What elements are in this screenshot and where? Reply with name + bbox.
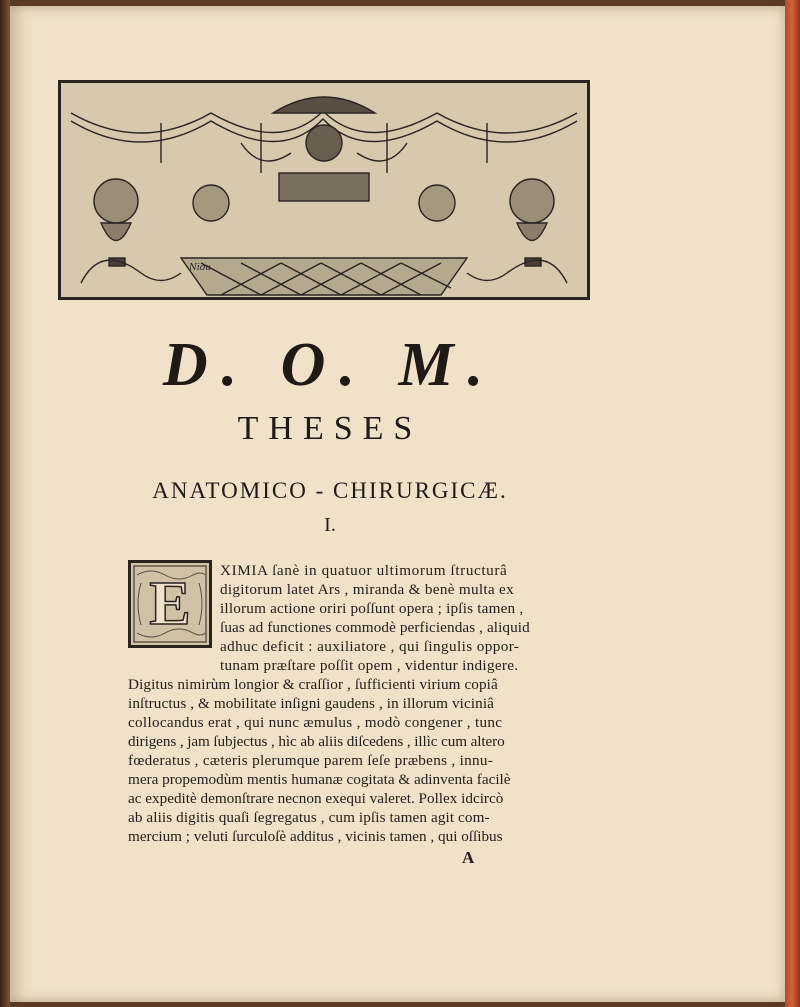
initial-letter: E — [149, 569, 191, 638]
text-line: tunam præſtare poſſit opem , videntur indigere. — [220, 657, 519, 674]
signature-mark: A — [462, 848, 475, 867]
text-line: mercium ; veluti ſurculoſè additus , vicinis tamen , qui oſſibus — [128, 828, 503, 845]
text-line: inſtructus , & mobilitate inſigni gaudens , in illorum viciniâ — [128, 695, 495, 712]
page-title: THESES — [237, 410, 423, 447]
decorated-initial — [128, 560, 212, 648]
text-line: collocandus erat , qui nunc æmulus , modò congener , tunc — [128, 714, 503, 731]
text-line: XIMIA ſanè in quatuor ultimorum ſtructurâ — [220, 562, 508, 579]
section-number: I. — [324, 514, 336, 536]
text-line: mera propemodùm mentis humanæ cogitata & adinventa facilè — [128, 771, 511, 788]
text-line: ſuas ad functiones commodè perficiendas , aliquid — [220, 619, 530, 636]
text-line: dirigens , jam ſubjectus , hìc ab aliis diſcedens , illìc cum altero — [128, 733, 505, 750]
text-line: ac expeditè demonſtrare necnon exequi valeret. Pollex idcircò — [128, 790, 504, 807]
text-line: digitorum latet Ars , miranda & benè multa ex — [220, 581, 514, 598]
page-edge-red — [785, 0, 800, 1007]
page-subtitle: ANATOMICO - CHIRURGICÆ. — [152, 478, 508, 503]
text-line: fœderatus , cæteris plerumque parem ſeſe præbens , innu- — [128, 752, 494, 769]
engraver-signature: Niou — [189, 263, 211, 273]
decorative-headpiece — [58, 80, 590, 300]
text-line: Digitus nimirùm longior & craſſior , ſufficienti virium copiâ — [128, 676, 498, 693]
text-line: adhuc deficit : auxiliatore , qui ſingulis oppor- — [220, 638, 520, 655]
headpiece-engraving — [61, 83, 587, 297]
dedication-heading: D. O. M. — [162, 331, 498, 399]
text-line: illorum actione oriri poſſunt opera ; ipſis tamen , — [220, 600, 524, 617]
text-line: ab aliis digitis quaſi ſegregatus , cum ipſis tamen agit com- — [128, 809, 490, 826]
